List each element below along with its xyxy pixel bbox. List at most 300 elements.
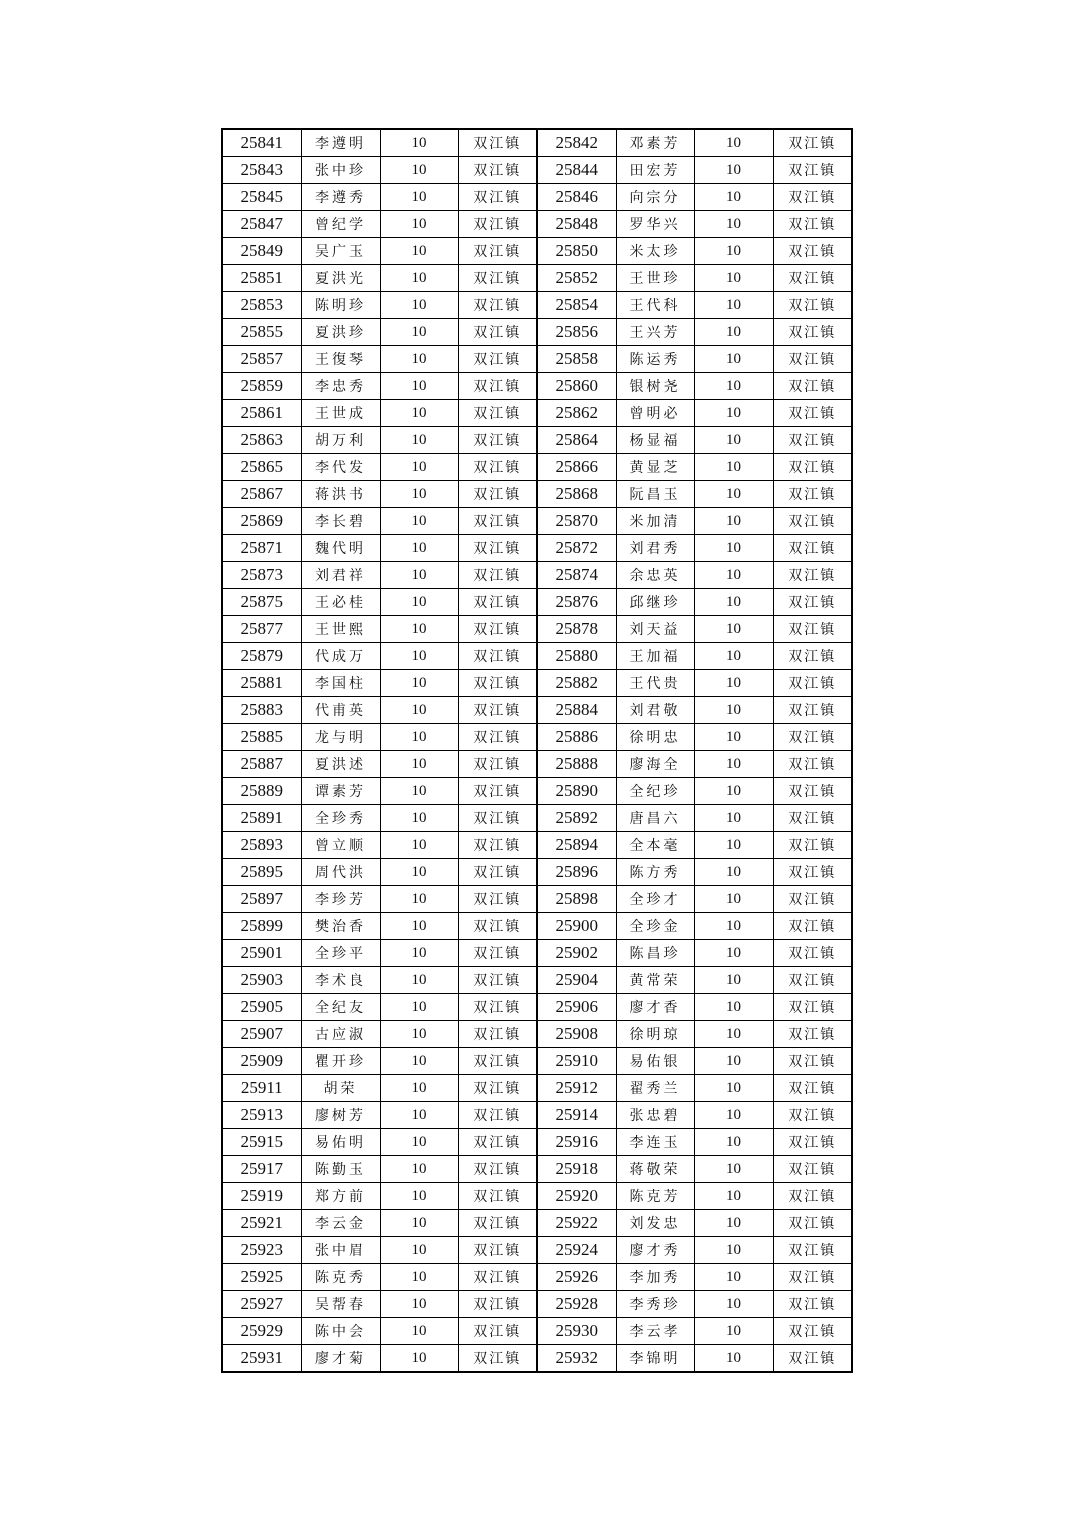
value-cell: 10 [694,319,773,346]
value-cell: 10 [380,373,458,400]
table-row [222,508,852,535]
person-name: 李遵秀 [301,184,380,211]
record-number: 25926 [537,1264,616,1291]
town-name: 双江镇 [458,319,537,346]
person-name: 李加秀 [616,1264,694,1291]
record-number: 25894 [537,832,616,859]
value-cell: 10 [380,859,458,886]
person-name: 陈克秀 [301,1264,380,1291]
value-cell: 10 [380,616,458,643]
person-name: 吴广玉 [301,238,380,265]
table-row [222,1237,852,1264]
table-row [222,427,852,454]
town-name: 双江镇 [773,859,852,886]
value-cell: 10 [380,265,458,292]
record-number: 25918 [537,1156,616,1183]
town-name: 双江镇 [773,292,852,319]
value-cell: 10 [694,1210,773,1237]
town-name: 双江镇 [773,562,852,589]
value-cell: 10 [694,427,773,454]
town-name: 双江镇 [773,805,852,832]
town-name: 双江镇 [773,184,852,211]
value-cell: 10 [694,832,773,859]
value-cell: 10 [694,778,773,805]
table-row [222,1183,852,1210]
town-name: 双江镇 [458,373,537,400]
town-name: 双江镇 [773,1264,852,1291]
record-number: 25863 [222,427,301,454]
town-name: 双江镇 [458,346,537,373]
record-number: 25842 [537,129,616,157]
town-name: 双江镇 [773,778,852,805]
value-cell: 10 [694,670,773,697]
value-cell: 10 [694,724,773,751]
value-cell: 10 [380,805,458,832]
town-name: 双江镇 [773,1156,852,1183]
record-number: 25848 [537,211,616,238]
person-name: 刘天益 [616,616,694,643]
table-row [222,805,852,832]
record-number: 25870 [537,508,616,535]
town-name: 双江镇 [773,129,852,157]
town-name: 双江镇 [773,454,852,481]
table-row [222,1075,852,1102]
person-name: 王復琴 [301,346,380,373]
table-row [222,940,852,967]
person-name: 张中眉 [301,1237,380,1264]
town-name: 双江镇 [773,751,852,778]
town-name: 双江镇 [458,400,537,427]
value-cell: 10 [694,1021,773,1048]
record-number: 25846 [537,184,616,211]
town-name: 双江镇 [458,265,537,292]
town-name: 双江镇 [773,589,852,616]
value-cell: 10 [694,454,773,481]
value-cell: 10 [694,184,773,211]
person-name: 全珍才 [616,886,694,913]
town-name: 双江镇 [773,697,852,724]
value-cell: 10 [380,400,458,427]
value-cell: 10 [694,1156,773,1183]
table-row [222,886,852,913]
town-name: 双江镇 [773,346,852,373]
town-name: 双江镇 [458,184,537,211]
value-cell: 10 [380,346,458,373]
record-number: 25875 [222,589,301,616]
person-name: 全珍金 [616,913,694,940]
value-cell: 10 [694,1102,773,1129]
record-number: 25924 [537,1237,616,1264]
town-name: 双江镇 [773,1129,852,1156]
value-cell: 10 [694,940,773,967]
person-name: 夏洪光 [301,265,380,292]
town-name: 双江镇 [458,1345,537,1373]
person-name: 曾立顺 [301,832,380,859]
town-name: 双江镇 [458,481,537,508]
record-number: 25852 [537,265,616,292]
person-name: 李珍芳 [301,886,380,913]
town-name: 双江镇 [458,1291,537,1318]
value-cell: 10 [380,292,458,319]
record-number: 25907 [222,1021,301,1048]
person-name: 米太珍 [616,238,694,265]
table-row [222,535,852,562]
value-cell: 10 [380,724,458,751]
person-name: 徐明琼 [616,1021,694,1048]
person-name: 廖树芳 [301,1102,380,1129]
town-name: 双江镇 [458,1048,537,1075]
person-name: 廖才菊 [301,1345,380,1373]
town-name: 双江镇 [458,1237,537,1264]
town-name: 双江镇 [773,1345,852,1373]
town-name: 双江镇 [773,373,852,400]
value-cell: 10 [694,1048,773,1075]
roster-table-body [222,129,852,1372]
town-name: 双江镇 [773,994,852,1021]
record-number: 25891 [222,805,301,832]
town-name: 双江镇 [458,508,537,535]
record-number: 25887 [222,751,301,778]
record-number: 25849 [222,238,301,265]
person-name: 王必桂 [301,589,380,616]
town-name: 双江镇 [773,967,852,994]
value-cell: 10 [380,670,458,697]
record-number: 25864 [537,427,616,454]
table-row [222,481,852,508]
table-row [222,1345,852,1373]
value-cell: 10 [380,1156,458,1183]
town-name: 双江镇 [458,535,537,562]
person-name: 李代发 [301,454,380,481]
value-cell: 10 [380,697,458,724]
value-cell: 10 [380,1129,458,1156]
table-row [222,1210,852,1237]
town-name: 双江镇 [458,129,537,157]
value-cell: 10 [694,886,773,913]
value-cell: 10 [694,643,773,670]
table-row [222,643,852,670]
value-cell: 10 [380,211,458,238]
value-cell: 10 [380,967,458,994]
value-cell: 10 [694,1345,773,1373]
record-number: 25873 [222,562,301,589]
record-number: 25923 [222,1237,301,1264]
table-row [222,859,852,886]
person-name: 龙与明 [301,724,380,751]
town-name: 双江镇 [458,1129,537,1156]
record-number: 25906 [537,994,616,1021]
town-name: 双江镇 [773,535,852,562]
town-name: 双江镇 [773,1021,852,1048]
person-name: 邱继珍 [616,589,694,616]
record-number: 25879 [222,643,301,670]
record-number: 25896 [537,859,616,886]
value-cell: 10 [380,1075,458,1102]
town-name: 双江镇 [458,589,537,616]
person-name: 唐昌六 [616,805,694,832]
town-name: 双江镇 [458,616,537,643]
value-cell: 10 [380,832,458,859]
town-name: 双江镇 [773,1102,852,1129]
table-row [222,319,852,346]
record-number: 25921 [222,1210,301,1237]
town-name: 双江镇 [458,778,537,805]
town-name: 双江镇 [458,886,537,913]
person-name: 古应淑 [301,1021,380,1048]
person-name: 李遵明 [301,129,380,157]
record-number: 25892 [537,805,616,832]
town-name: 双江镇 [773,400,852,427]
value-cell: 10 [380,427,458,454]
person-name: 胡荣 [301,1075,380,1102]
table-row [222,616,852,643]
person-name: 代甫英 [301,697,380,724]
record-number: 25856 [537,319,616,346]
person-name: 廖才秀 [616,1237,694,1264]
town-name: 双江镇 [773,1048,852,1075]
person-name: 蒋敬荣 [616,1156,694,1183]
person-name: 夏洪述 [301,751,380,778]
value-cell: 10 [380,184,458,211]
value-cell: 10 [694,508,773,535]
record-number: 25882 [537,670,616,697]
value-cell: 10 [694,1291,773,1318]
table-row [222,211,852,238]
record-number: 25922 [537,1210,616,1237]
value-cell: 10 [694,346,773,373]
town-name: 双江镇 [458,1183,537,1210]
value-cell: 10 [694,994,773,1021]
record-number: 25927 [222,1291,301,1318]
table-row [222,778,852,805]
town-name: 双江镇 [773,481,852,508]
person-name: 陈方秀 [616,859,694,886]
record-number: 25932 [537,1345,616,1373]
table-row [222,1156,852,1183]
person-name: 易佑明 [301,1129,380,1156]
person-name: 曾纪学 [301,211,380,238]
person-name: 刘君秀 [616,535,694,562]
table-row [222,373,852,400]
person-name: 李忠秀 [301,373,380,400]
town-name: 双江镇 [458,454,537,481]
table-row [222,589,852,616]
record-number: 25917 [222,1156,301,1183]
person-name: 夏洪珍 [301,319,380,346]
person-name: 胡万利 [301,427,380,454]
person-name: 李云金 [301,1210,380,1237]
town-name: 双江镇 [458,751,537,778]
value-cell: 10 [694,859,773,886]
record-number: 25899 [222,913,301,940]
person-name: 陈中会 [301,1318,380,1345]
person-name: 邓素芳 [616,129,694,157]
record-number: 25909 [222,1048,301,1075]
value-cell: 10 [380,157,458,184]
table-row [222,1048,852,1075]
value-cell: 10 [694,400,773,427]
person-name: 阮昌玉 [616,481,694,508]
record-number: 25925 [222,1264,301,1291]
table-row [222,913,852,940]
value-cell: 10 [694,805,773,832]
record-number: 25885 [222,724,301,751]
person-name: 廖才香 [616,994,694,1021]
value-cell: 10 [694,535,773,562]
record-number: 25904 [537,967,616,994]
value-cell: 10 [694,1237,773,1264]
record-number: 25915 [222,1129,301,1156]
person-name: 王世珍 [616,265,694,292]
person-name: 余忠英 [616,562,694,589]
town-name: 双江镇 [458,724,537,751]
record-number: 25905 [222,994,301,1021]
person-name: 陈克芳 [616,1183,694,1210]
person-name: 李长碧 [301,508,380,535]
town-name: 双江镇 [458,1075,537,1102]
table-row [222,346,852,373]
value-cell: 10 [380,994,458,1021]
value-cell: 10 [694,967,773,994]
person-name: 代成万 [301,643,380,670]
town-name: 双江镇 [458,1156,537,1183]
value-cell: 10 [380,238,458,265]
record-number: 25874 [537,562,616,589]
record-number: 25889 [222,778,301,805]
town-name: 双江镇 [458,643,537,670]
town-name: 双江镇 [773,265,852,292]
person-name: 全珍秀 [301,805,380,832]
value-cell: 10 [380,1210,458,1237]
town-name: 双江镇 [458,940,537,967]
person-name: 陈勤玉 [301,1156,380,1183]
value-cell: 10 [380,913,458,940]
value-cell: 10 [694,292,773,319]
value-cell: 10 [380,1021,458,1048]
value-cell: 10 [380,643,458,670]
record-number: 25855 [222,319,301,346]
record-number: 25893 [222,832,301,859]
person-name: 米加清 [616,508,694,535]
value-cell: 10 [380,129,458,157]
value-cell: 10 [694,751,773,778]
record-number: 25872 [537,535,616,562]
value-cell: 10 [380,508,458,535]
value-cell: 10 [380,1048,458,1075]
table-row [222,1291,852,1318]
record-number: 25897 [222,886,301,913]
value-cell: 10 [694,913,773,940]
table-row [222,292,852,319]
record-number: 25884 [537,697,616,724]
table-row [222,670,852,697]
value-cell: 10 [694,616,773,643]
person-name: 李术良 [301,967,380,994]
person-name: 银树尧 [616,373,694,400]
record-number: 25931 [222,1345,301,1373]
record-number: 25903 [222,967,301,994]
value-cell: 10 [380,1345,458,1373]
town-name: 双江镇 [458,805,537,832]
value-cell: 10 [380,562,458,589]
town-name: 双江镇 [458,670,537,697]
value-cell: 10 [380,1291,458,1318]
record-number: 25871 [222,535,301,562]
town-name: 双江镇 [773,1075,852,1102]
table-row [222,832,852,859]
record-number: 25858 [537,346,616,373]
town-name: 双江镇 [458,1102,537,1129]
value-cell: 10 [380,1102,458,1129]
person-name: 李连玉 [616,1129,694,1156]
table-row [222,238,852,265]
town-name: 双江镇 [773,616,852,643]
person-name: 全本毫 [616,832,694,859]
record-number: 25908 [537,1021,616,1048]
record-number: 25843 [222,157,301,184]
person-name: 蒋洪书 [301,481,380,508]
person-name: 樊治香 [301,913,380,940]
person-name: 王代贵 [616,670,694,697]
value-cell: 10 [380,535,458,562]
town-name: 双江镇 [773,1183,852,1210]
table-row [222,1129,852,1156]
record-number: 25901 [222,940,301,967]
town-name: 双江镇 [773,1318,852,1345]
person-name: 陈明珍 [301,292,380,319]
table-row [222,724,852,751]
person-name: 全珍平 [301,940,380,967]
town-name: 双江镇 [458,859,537,886]
record-number: 25916 [537,1129,616,1156]
table-row [222,1264,852,1291]
value-cell: 10 [694,1318,773,1345]
record-number: 25919 [222,1183,301,1210]
value-cell: 10 [380,778,458,805]
record-number: 25895 [222,859,301,886]
person-name: 王世熙 [301,616,380,643]
town-name: 双江镇 [773,508,852,535]
town-name: 双江镇 [458,994,537,1021]
value-cell: 10 [380,1183,458,1210]
town-name: 双江镇 [458,967,537,994]
town-name: 双江镇 [458,238,537,265]
person-name: 杨显福 [616,427,694,454]
person-name: 魏代明 [301,535,380,562]
table-row [222,1102,852,1129]
person-name: 瞿开珍 [301,1048,380,1075]
record-number: 25865 [222,454,301,481]
table-row [222,697,852,724]
record-number: 25900 [537,913,616,940]
town-name: 双江镇 [458,1021,537,1048]
record-number: 25851 [222,265,301,292]
town-name: 双江镇 [458,157,537,184]
town-name: 双江镇 [773,319,852,346]
record-number: 25877 [222,616,301,643]
value-cell: 10 [380,1264,458,1291]
record-number: 25910 [537,1048,616,1075]
value-cell: 10 [694,373,773,400]
record-number: 25860 [537,373,616,400]
record-number: 25911 [222,1075,301,1102]
table-row [222,184,852,211]
person-name: 易佑银 [616,1048,694,1075]
town-name: 双江镇 [773,1210,852,1237]
value-cell: 10 [380,1237,458,1264]
value-cell: 10 [694,589,773,616]
town-name: 双江镇 [773,427,852,454]
